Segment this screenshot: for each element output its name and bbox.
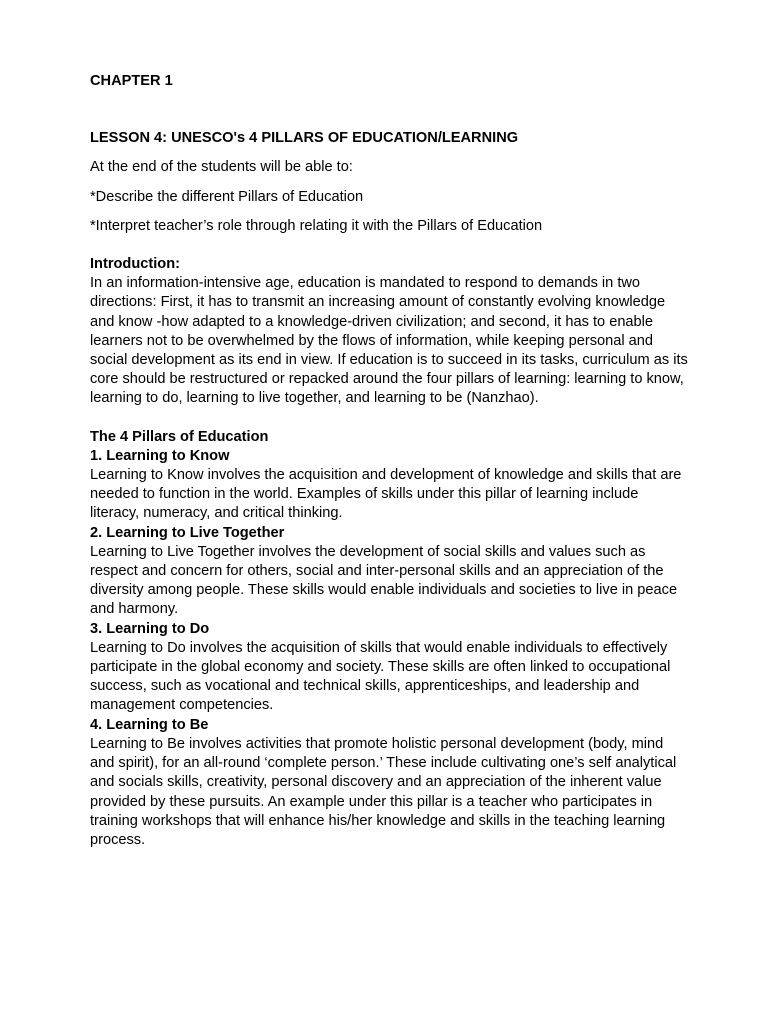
- pillars-section-title: The 4 Pillars of Education: [90, 428, 269, 445]
- pillar-body-do: Learning to Do involves the acquisition of skills that would enable individuals to effectively participate in the global economy and society. These skills are often linked to occupational success, such as vocational and technical skills, apprenticeships, and leadership and management competencies.: [90, 639, 671, 714]
- pillar-body-know: Learning to Know involves the acquisition and development of knowledge and skills that are needed to function in the world. Examples of skills under this pillar of learning include literacy, numeracy, and critical thinking.: [90, 467, 682, 522]
- pillar-heading-live-together: 2. Learning to Live Together: [90, 524, 285, 541]
- pillar-body-be: Learning to Be involves activities that promote holistic personal development (body, mind and spirit), for an all-round ‘complete person.’ These include cultivating one’s self analytical and socials skills, creativity, personal discovery and an appreciation of the inherent value provided by these pursuits. An example under this pillar is a teacher who participates in training workshops that will enhance his/her knowledge and skills in the teaching learning process.: [90, 735, 677, 848]
- pillar-heading-know: 1. Learning to Know: [90, 447, 230, 464]
- objectives-intro: At the end of the students will be able to:: [90, 159, 353, 176]
- document-page: [90, 72, 690, 850]
- chapter-heading: CHAPTER 1: [90, 73, 173, 89]
- pillar-body-live-together: Learning to Live Together involves the development of social skills and values such as respect and concern for others, social and inter-personal skills and an appreciation of the diversity among people. These skills would enable individuals and societies to live in peace and harmony.: [90, 543, 678, 618]
- objective-item: *Describe the different Pillars of Education: [90, 188, 364, 205]
- lesson-title: LESSON 4: UNESCO's 4 PILLARS OF EDUCATION/LEARNING: [90, 130, 519, 147]
- objective-item: *Interpret teacher’s role through relating it with the Pillars of Education: [90, 217, 543, 234]
- pillar-heading-do: 3. Learning to Do: [90, 620, 210, 637]
- introduction-body: In an information-intensive age, education is mandated to respond to demands in two directions: First, it has to transmit an increasing amount of constantly evolving knowledge and know -how adapted to a knowledge-driven civilization; and second, it has to enable learners not to be overwhelmed by the flows of information, while keeping personal and social development as its end in view. If education is to succeed in its tasks, curriculum as its core should be restructured or repacked around the four pillars of learning: learning to know, learning to do, learning to live together, and learning to be (Nanzhao).: [90, 275, 688, 407]
- introduction-heading: Introduction:: [90, 256, 180, 273]
- pillar-heading-be: 4. Learning to Be: [90, 716, 209, 733]
